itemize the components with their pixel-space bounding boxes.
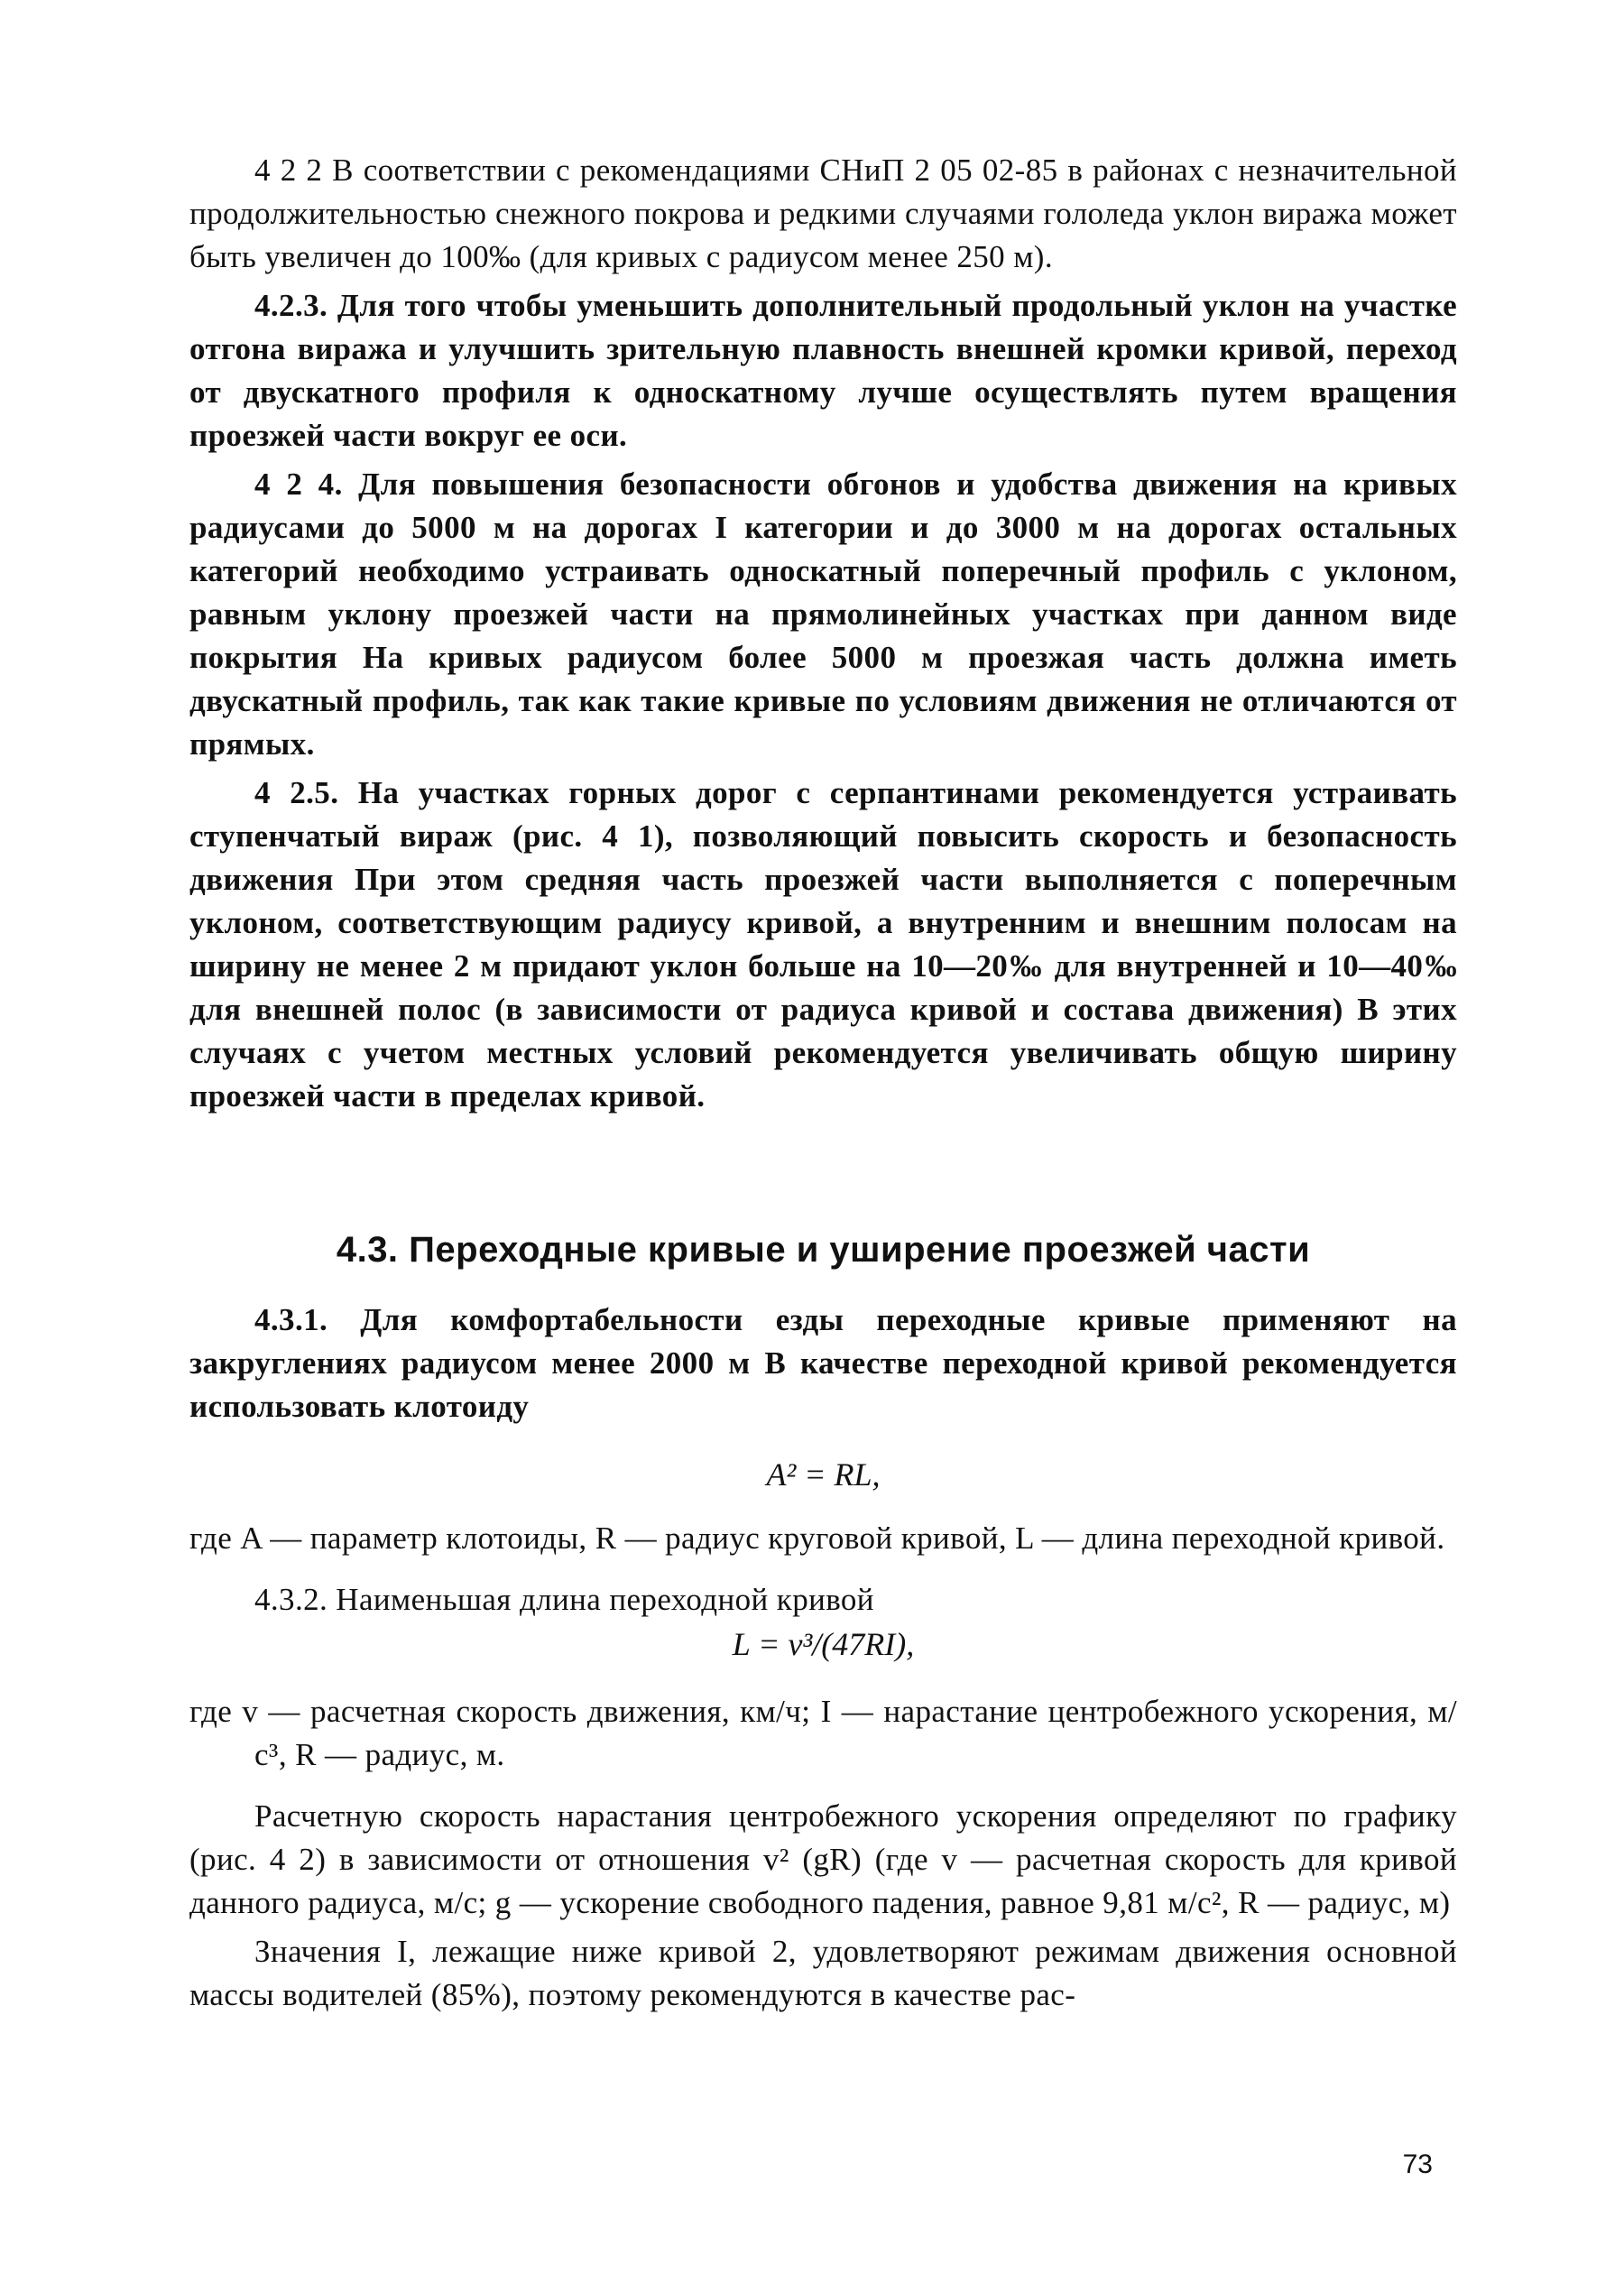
formula-min-length: L = v³/(47RI), bbox=[732, 1626, 915, 1662]
paragraph-4-3-2: 4.3.2. Наименьшая длина переходной кривой bbox=[254, 1582, 874, 1617]
section-title: 4.3. Переходные кривые и уширение проезжей части bbox=[336, 1230, 1311, 1270]
where-clause-1: где A — параметр клотоиды, R — радиус круговой кривой, L — длина переходной кривой. bbox=[189, 1520, 1445, 1556]
where-clause-2: где v — расчетная скорость движения, км/ч; I — нарастание центробежного ускорения, м/с³, R — радиус, м. bbox=[189, 1694, 1457, 1772]
formula-clothoid: A² = RL, bbox=[766, 1456, 881, 1493]
paragraph-4-2-4: 4 2 4. Для повышения безопасности обгонов и удобства движения на кривых радиусами до 5000 м на дорогах I категории и до 3000 м на дорогах остальных категорий необходимо устраивать односкатный поперечный профиль с уклоном, равным уклону проезжей части на прямолинейных участках при данном виде покрытия На кривых радиусом более 5000 м проезжая часть должна иметь двускатный профиль, так как такие кривые по условиям движения не отличаются от прямых. bbox=[189, 467, 1457, 762]
paragraph-4-2-5: 4 2.5. На участках горных дорог с серпантинами рекомендуется устраивать ступенчатый вираж (рис. 4 1), позволяющий повысить скорость и безопасность движения При этом средняя часть проезжей части выполняется с поперечным уклоном, соответствующим радиусу кривой, а внутренним и внешним полосам на ширину не менее 2 м придают уклон больше на 10—20‰ для внутренней и 10—40‰ для внешней полос (в зависимости от радиуса кривой и состава движения) В этих случаях с учетом местных условий рекомендуется увеличивать общую ширину проезжей части в пределах кривой. bbox=[189, 775, 1457, 1114]
paragraph-4-2-3: 4.2.3. Для того чтобы уменьшить дополнительный продольный уклон на участке отгона виража и улучшить зрительную плавность внешней кромки кривой, переход от двускатного профиля к односкатному лучше осуществлять путем вращения проезжей части вокруг ее оси. bbox=[189, 288, 1457, 453]
paragraph-values: Значения I, лежащие ниже кривой 2, удовлетворяют режимам движения основной массы водителей (85%), поэтому рекомендуются в качестве рас- bbox=[189, 1934, 1457, 2012]
page-number: 73 bbox=[1402, 2149, 1433, 2179]
paragraph-4-2-2: 4 2 2 В соответствии с рекомендациями СНиП 2 05 02-85 в районах с незначительной продолжительностью снежного покрова и редкими случаями гололеда уклон виража может быть увеличен до 100‰ (для кривых с радиусом менее 250 м). bbox=[189, 153, 1457, 274]
paragraph-4-3-1: 4.3.1. Для комфортабельности езды переходные кривые применяют на закруглениях радиусом менее 2000 м В качестве переходной кривой рекомендуется использовать клотоиду bbox=[189, 1302, 1457, 1424]
paragraph-calc-rate: Расчетную скорость нарастания центробежного ускорения определяют по графику (рис. 4 2) в зависимости от отношения v² (gR) (где v — расчетная скорость для кривой данного радиуса, м/с; g — ускорение свободного падения, равное 9,81 м/с², R — радиус, м) bbox=[189, 1798, 1457, 1920]
document-page bbox=[189, 149, 1457, 2022]
